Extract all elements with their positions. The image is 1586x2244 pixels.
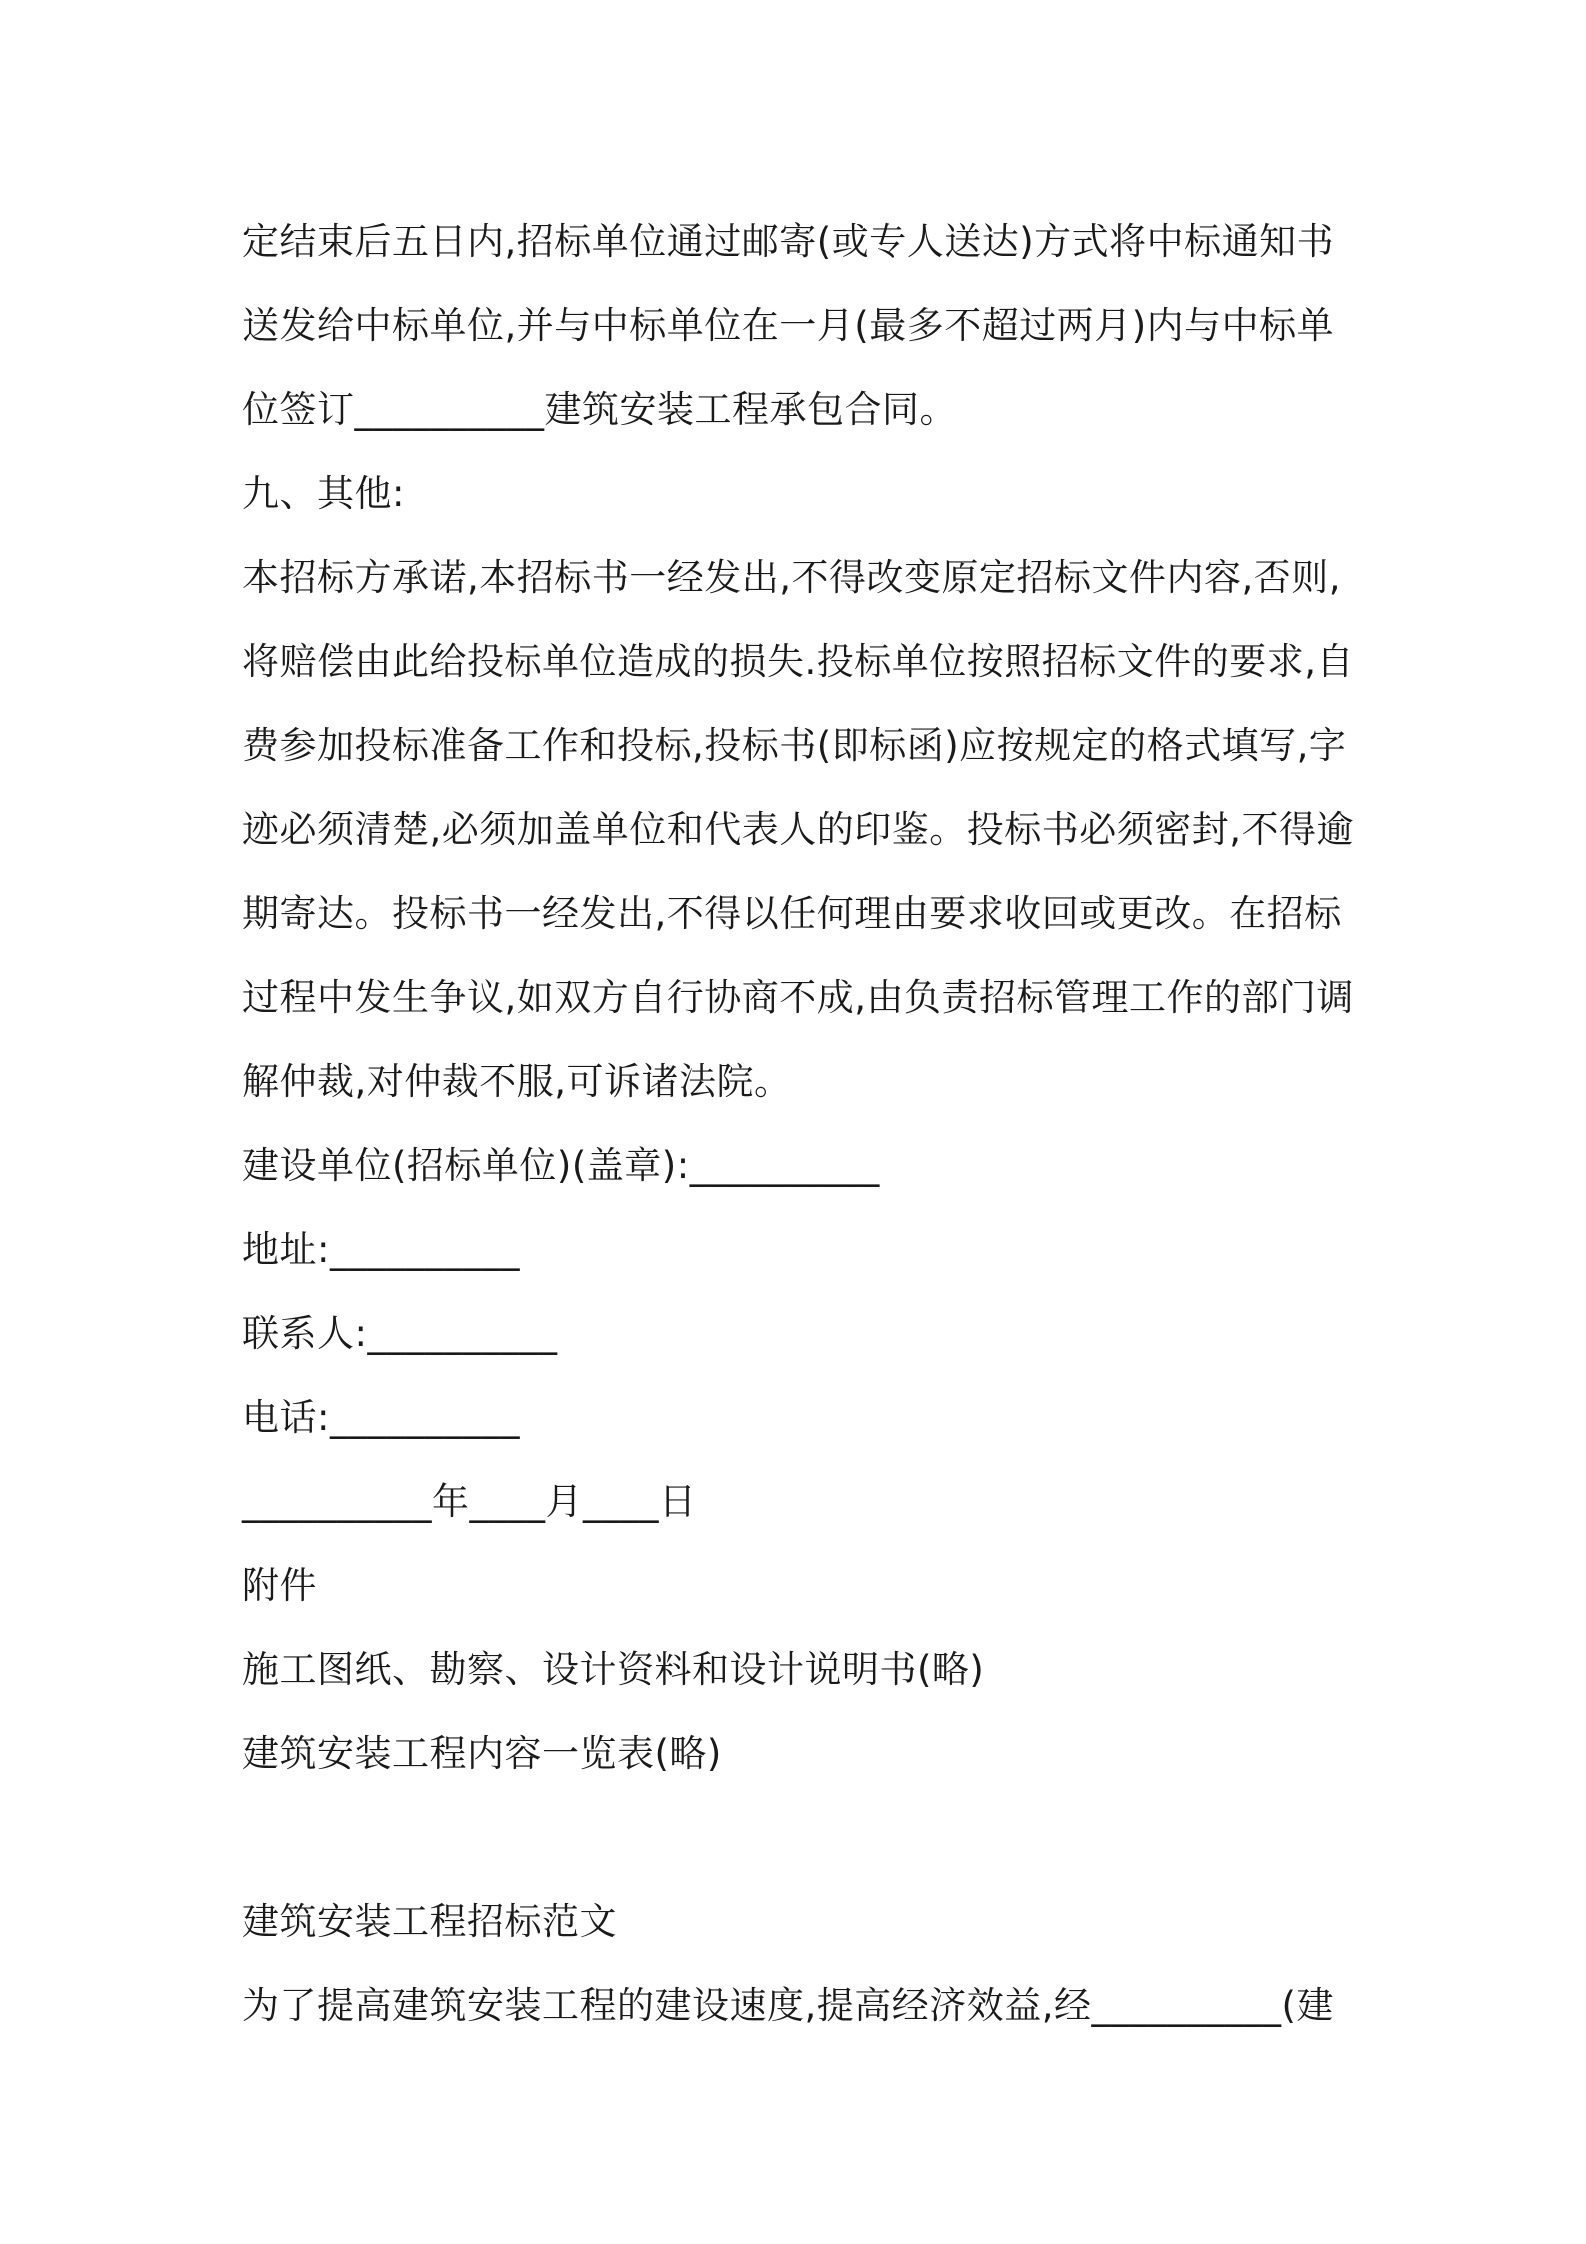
text-line: 定结束后五日内,招标单位通过邮寄(或专人送达)方式将中标通知书 bbox=[242, 220, 1335, 263]
text-line: 本招标方承诺,本招标书一经发出,不得改变原定招标文件内容,否则, bbox=[242, 556, 1342, 599]
text-line: 将赔偿由此给投标单位造成的损失.投标单位按照招标文件的要求,自 bbox=[242, 640, 1355, 683]
paragraph-gap bbox=[242, 1796, 1362, 1880]
signature-field-contact: 联系人:__________ bbox=[242, 1312, 558, 1355]
attachment-item: 施工图纸、勘察、设计资料和设计说明书(略) bbox=[242, 1648, 985, 1691]
signature-field-unit: 建设单位(招标单位)(盖章):__________ bbox=[242, 1144, 880, 1187]
document-title: 建筑安装工程招标范文 bbox=[242, 1900, 617, 1943]
signature-field-date: __________年____月____日 bbox=[242, 1480, 697, 1523]
attachment-item: 建筑安装工程内容一览表(略) bbox=[242, 1732, 722, 1775]
attachments-heading: 附件 bbox=[242, 1564, 317, 1607]
text-line: 费参加投标准备工作和投标,投标书(即标函)应按规定的格式填写,字 bbox=[242, 724, 1347, 767]
text-line: 为了提高建筑安装工程的建设速度,提高经济效益,经__________(建 bbox=[242, 1984, 1334, 2027]
section-heading: 九、其他: bbox=[242, 472, 405, 515]
text-line: 送发给中标单位,并与中标单位在一月(最多不超过两月)内与中标单 bbox=[242, 304, 1335, 347]
text-line: 过程中发生争议,如双方自行协商不成,由负责招标管理工作的部门调 bbox=[242, 976, 1355, 1019]
text-line: 解仲裁,对仲裁不服,可诉诸法院。 bbox=[242, 1060, 792, 1103]
text-line: 位签订__________建筑安装工程承包合同。 bbox=[242, 388, 957, 431]
signature-field-phone: 电话:__________ bbox=[242, 1396, 520, 1439]
signature-field-address: 地址:__________ bbox=[242, 1228, 520, 1271]
text-line: 期寄达。投标书一经发出,不得以任何理由要求收回或更改。在招标 bbox=[242, 892, 1342, 935]
document-body bbox=[242, 200, 1362, 2048]
text-line: 迹必须清楚,必须加盖单位和代表人的印鉴。投标书必须密封,不得逾 bbox=[242, 808, 1355, 851]
